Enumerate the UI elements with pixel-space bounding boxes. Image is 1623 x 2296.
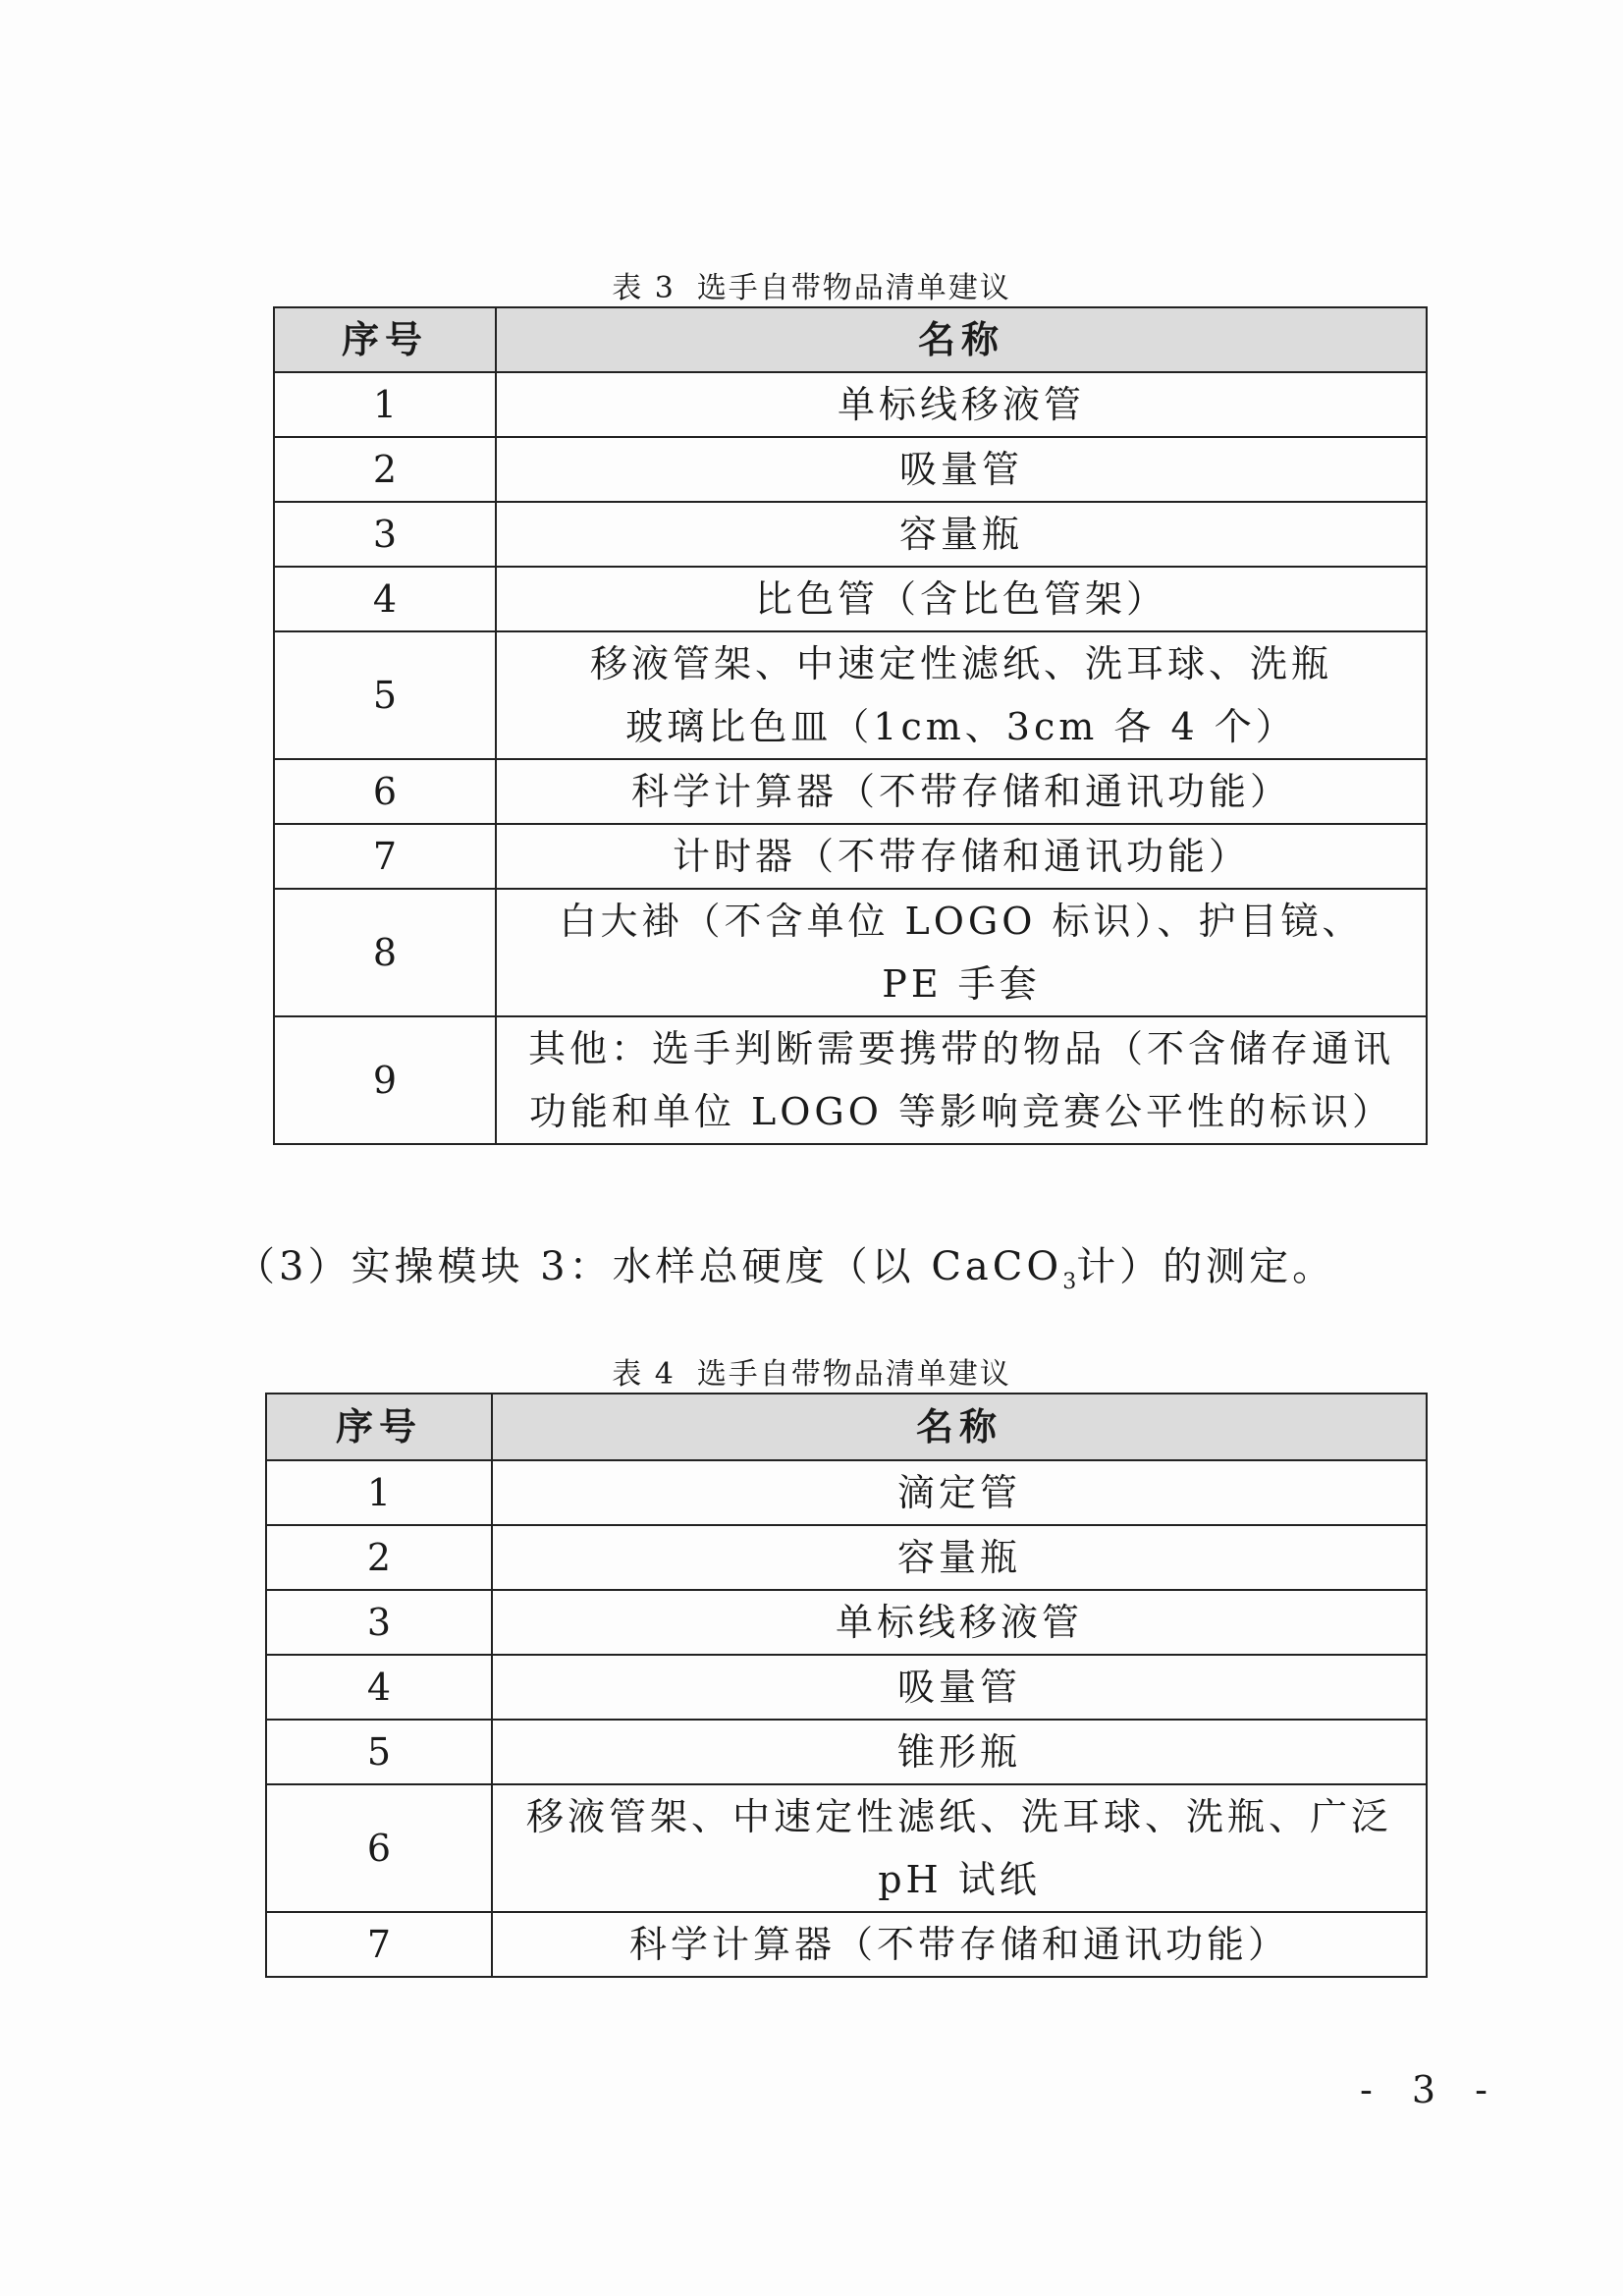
row-seq: 3 (274, 502, 496, 567)
table-row (274, 759, 1427, 824)
table4 (265, 1393, 1428, 1978)
row-seq: 1 (266, 1460, 492, 1525)
row-name (496, 502, 1427, 567)
module3-heading (236, 1235, 1335, 1294)
row-name-line: 移液管架、中速定性滤纸、洗耳球、洗瓶、广泛 (525, 1795, 1392, 1838)
page-number: - 3 - (1360, 2068, 1502, 2111)
table4-caption-title: 选手自带物品清单建议 (696, 1357, 1011, 1392)
row-name-line: 移液管架、中速定性滤纸、洗耳球、洗瓶 (589, 642, 1332, 685)
row-name (492, 1590, 1427, 1655)
table-row (274, 502, 1427, 567)
row-name (492, 1912, 1427, 1977)
row-seq: 2 (274, 437, 496, 502)
row-seq: 4 (274, 567, 496, 631)
table3-header-name: 名称 (496, 307, 1427, 372)
table-row (274, 567, 1427, 631)
row-name-line: 科学计算器（不带存储和通讯功能） (628, 1923, 1289, 1966)
row-name (496, 437, 1427, 502)
table3-header-row (274, 307, 1427, 372)
row-name-line: 单标线移液管 (835, 1601, 1083, 1644)
module3-text-suffix: 计）的测定。 (1076, 1244, 1336, 1289)
row-name (496, 889, 1427, 1016)
row-seq: 7 (266, 1912, 492, 1977)
row-name (492, 1784, 1427, 1912)
table-row (274, 824, 1427, 889)
row-name-line: 玻璃比色皿（1cm、3cm 各 4 个） (625, 705, 1297, 748)
table3 (273, 306, 1428, 1145)
row-name-line: 比色管（含比色管架） (754, 577, 1167, 621)
row-name (492, 1525, 1427, 1590)
row-seq: 9 (274, 1016, 496, 1144)
row-name-line: 容量瓶 (896, 1536, 1021, 1579)
table-row (274, 889, 1427, 1016)
row-name-line: 容量瓶 (898, 513, 1023, 556)
table3-header-seq: 序号 (274, 307, 496, 372)
row-seq: 7 (274, 824, 496, 889)
table-row (266, 1720, 1427, 1784)
row-name (492, 1720, 1427, 1784)
table3-caption-title: 选手自带物品清单建议 (696, 271, 1011, 305)
row-name-line: 单标线移液管 (837, 383, 1085, 426)
table-row (274, 372, 1427, 437)
table4-header-row (266, 1394, 1427, 1460)
row-seq: 4 (266, 1655, 492, 1720)
table-row (266, 1590, 1427, 1655)
row-name-line: 其他：选手判断需要携带的物品（不含储存通讯 (527, 1027, 1394, 1070)
row-name (496, 1016, 1427, 1144)
row-seq: 6 (274, 759, 496, 824)
row-seq: 5 (266, 1720, 492, 1784)
table4-header-name: 名称 (492, 1394, 1427, 1460)
table-row (266, 1460, 1427, 1525)
row-seq: 8 (274, 889, 496, 1016)
row-name-line: 吸量管 (896, 1666, 1021, 1709)
row-name (496, 759, 1427, 824)
module3-subscript: 3 (1062, 1270, 1077, 1294)
row-name (496, 824, 1427, 889)
module3-text-prefix: （3）实操模块 3：水样总硬度（以 CaCO (236, 1244, 1063, 1289)
row-name-line: 科学计算器（不带存储和通讯功能） (630, 770, 1291, 813)
row-seq: 5 (274, 631, 496, 759)
table-row (266, 1784, 1427, 1912)
row-name-line: 吸量管 (898, 448, 1023, 491)
table3-caption-number: 表 3 (612, 271, 676, 305)
row-name-line: 计时器（不带存储和通讯功能） (672, 835, 1250, 878)
row-seq: 3 (266, 1590, 492, 1655)
table3-caption (0, 263, 1623, 306)
table4-caption-number: 表 4 (612, 1357, 676, 1392)
row-seq: 2 (266, 1525, 492, 1590)
row-name (496, 567, 1427, 631)
table-row (274, 437, 1427, 502)
row-name (492, 1460, 1427, 1525)
table-row (266, 1655, 1427, 1720)
row-seq: 6 (266, 1784, 492, 1912)
table4-body (266, 1460, 1427, 1977)
row-name (496, 631, 1427, 759)
table3-body (274, 372, 1427, 1144)
row-name-line: pH 试纸 (878, 1858, 1041, 1901)
row-name (496, 372, 1427, 437)
row-name-line: 功能和单位 LOGO 等影响竞赛公平性的标识） (528, 1090, 1394, 1133)
row-name-line: 白大褂（不含单位 LOGO 标识）、护目镜、 (559, 900, 1364, 943)
row-name-line: 锥形瓶 (896, 1730, 1021, 1774)
row-name-line: PE 手套 (882, 962, 1041, 1006)
table4-header-seq: 序号 (266, 1394, 492, 1460)
table-row (274, 631, 1427, 759)
row-name (492, 1655, 1427, 1720)
table-row (274, 1016, 1427, 1144)
row-name-line: 滴定管 (896, 1471, 1021, 1514)
table-row (266, 1912, 1427, 1977)
table-row (266, 1525, 1427, 1590)
row-seq: 1 (274, 372, 496, 437)
table4-caption (0, 1349, 1623, 1393)
